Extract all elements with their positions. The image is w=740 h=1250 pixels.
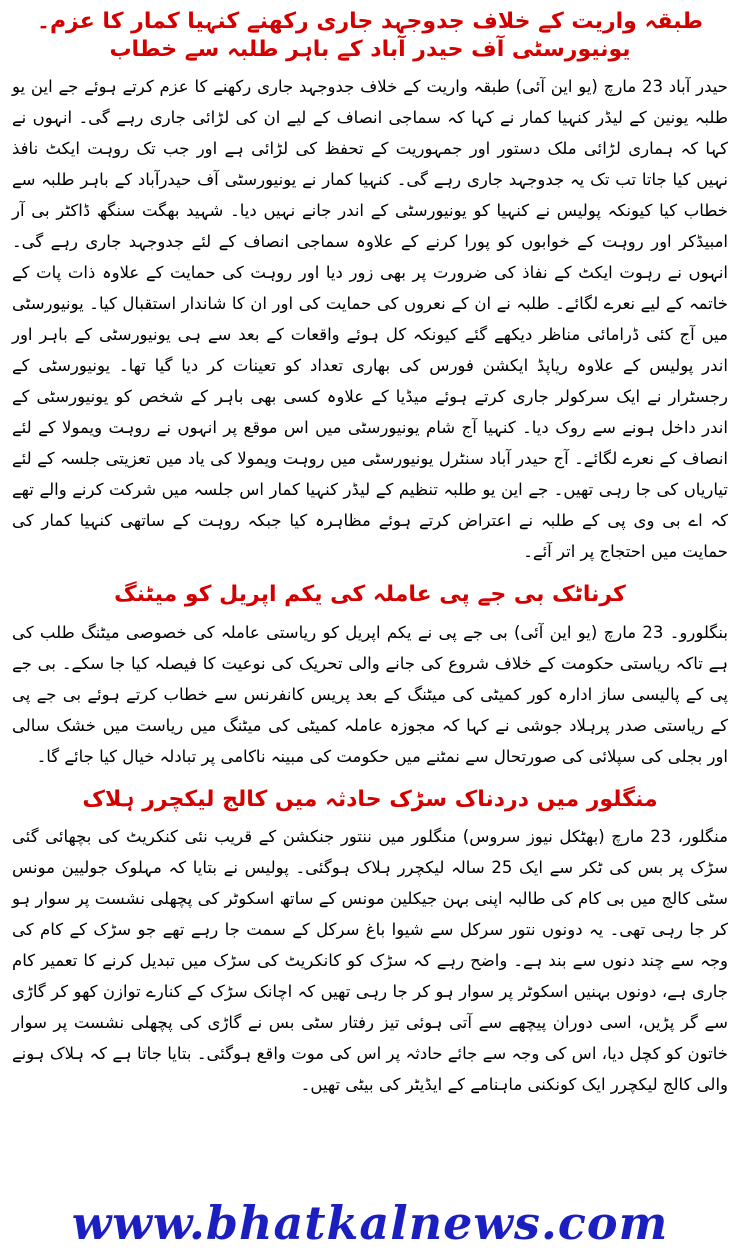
- article-headline-karnataka-bjp: کرناٹک بی جے پی عاملہ کی یکم اپریل کو میٹنگ: [114, 582, 626, 607]
- article-headline-kanhaiya: طبقہ واریت کے خلاف جدوجہد جاری رکھنے کنہیا کمار کا عزم۔ یونیورسٹی آف حیدر آباد کے باہر طلبہ سے خطاب: [37, 9, 703, 62]
- article-body-kanhaiya: حیدر آباد 23 مارچ (یو این آئی) طبقہ واریت کے خلاف جدوجہد جاری رکھنے کا عزم کرتے ہوئے جے این یو طلبہ یونین کے لیڈر کنہیا کمار نے کہا کہ سماجی انصاف کے لیے ان کی لڑائی جاری رہے گی۔ انہوں نے کہا کہ ہماری لڑائی ملک دستور اور جمہوریت کے تحفظ کی لڑائی ہے اور جب تک روہت ایکٹ نافذ نہیں کیا جاتا تب تک یہ جدوجہد جاری رہے گی۔ کنہیا کمار نے یونیورسٹی آف حیدرآباد کے باہر طلبہ سے خطاب کیا کیونکہ پولیس نے کنہیا کو یونیورسٹی کے اندر جانے نہیں دیا۔ شہید بھگت سنگھ ڈاکٹر بی آر امبیڈکر اور روہت کے خوابوں کو پورا کرنے کے علاوہ سماجی انصاف کے لئے جدوجہد جاری رہے گی۔ انہوں نے رہوت ایکٹ کے نفاذ کی ضرورت پر بھی زور دیا اور روہت کی حمایت کے علاوہ ذات پات کے خاتمہ کے لیے نعرے لگائے۔ طلبہ نے ان کے نعروں کی حمایت کی اور ان کا شاندار استقبال کیا۔ یونیورسٹی میں آج کئی ڈرامائی مناظر دیکھے گئے کیونکہ کل ہوئے واقعات کے بعد سے ہی یونیورسٹی کے باہر اور اندر پولیس کے علاوہ ریاپڈ ایکشن فورس کی بھاری تعداد کو تعینات کر دیا گیا تھا۔ یونیورسٹی کے رجسٹرار نے ایک سرکولر جاری کرتے ہوئے میڈیا کے علاوہ کسی بھی باہر کے شخص کو یونیورسٹی کے اندر داخل ہونے سے روک دیا۔ کنہیا آج شام یونیورسٹی میں اس موقع پر انہوں نے روہت ویمولا کے لئے انصاف کے نعرے لگائے۔ آج حیدر آباد سنٹرل یونیورسٹی میں روہت ویمولا کی یاد میں تعزیتی جلسہ کے لئے تیاریاں کی جا رہی تھیں۔ جے این یو طلبہ تنظیم کے لیڈر کنہیا کمار اس جلسہ میں شرکت کرنے والے تھے کہ اے بی وی پی کے طلبہ نے اعتراض کرتے ہوئے مظاہرہ کیا جبکہ روہت کے ساتھی کنہیا کمار کی حمایت میں احتجاج پر اتر آئے۔: [12, 77, 728, 561]
- article-body-mangalore-accident: منگلور، 23 مارچ (بھٹکل نیوز سروس) منگلور میں ننتور جنکشن کے قریب نئی کنکریٹ کی بچھائی گئی سڑک پر بس کی ٹکر سے ایک 25 سالہ لیکچرر ہلاک ہوگئی۔ پولیس نے بتایا کہ مہلوک جولیین مونس سٹی کالج میں بی کام کی طالبہ اپنی بہن جیکلین مونس کے ساتھ اسکوٹر کی پچھلی نشست پر سوار ہو کر جا رہی تھی۔ یہ دونوں نتور سرکل سے شیوا باغ سرکل کے سمت جا رہے تھے جو سڑک کے کام کی وجہ سے چند دنوں سے بند ہے۔ واضح رہے کہ سڑک کو کانکریٹ کی سڑک میں تبدیل کرنے کا تعمیر کام جاری ہے، دونوں بہنیں اسکوٹر پر سوار ہو کر جا رہی تھیں کہ اچانک سڑک کے کنارے توازن کھو کر گاڑی سے گر پڑیں، اسی دوران پیچھے سے آتی ہوئی تیز رفتار سٹی بس نے گاڑی کی پچھلی نشست پر سوار خاتون کو کچل دیا، اس کی وجہ سے جائے حادثہ پر اس کی موت واقع ہوگئی۔ بتایا جاتا ہے کہ ہلاک ہونے والی کالج لیکچرر ایک کونکنی ماہنامے کے ایڈیٹر کی بیٹی تھیں۔: [12, 827, 728, 1094]
- website-watermark: www.bhatkalnews.com: [71, 1196, 669, 1250]
- article-body-karnataka-bjp: بنگلورو۔ 23 مارچ (یو این آئی) بی جے پی نے یکم اپریل کو ریاستی عاملہ کی خصوصی میٹنگ طلب کی ہے تاکہ ریاستی حکومت کے خلاف شروع کی جانے والی تحریک کی نوعیت کا فیصلہ کیا جا سکے۔ بی جے پی کے پالیسی ساز ادارہ کور کمیٹی کی میٹنگ کے بعد پریس کانفرنس سے خطاب کرتے ہوئے بی جے پی کے ریاستی صدر پرہلاد جوشی نے کہا کہ مجوزہ عاملہ کمیٹی کی میٹنگ میں ریاست میں خشک سالی اور بجلی کی سپلائی کی صورتحال سے نمٹنے میں حکومت کی مبینہ ناکامی پر تبادلہ خیال کیا جائے گا۔: [12, 622, 728, 766]
- article-headline-mangalore-accident: منگلور میں دردناک سڑک حادثہ میں کالج لیکچرر ہلاک: [82, 786, 658, 812]
